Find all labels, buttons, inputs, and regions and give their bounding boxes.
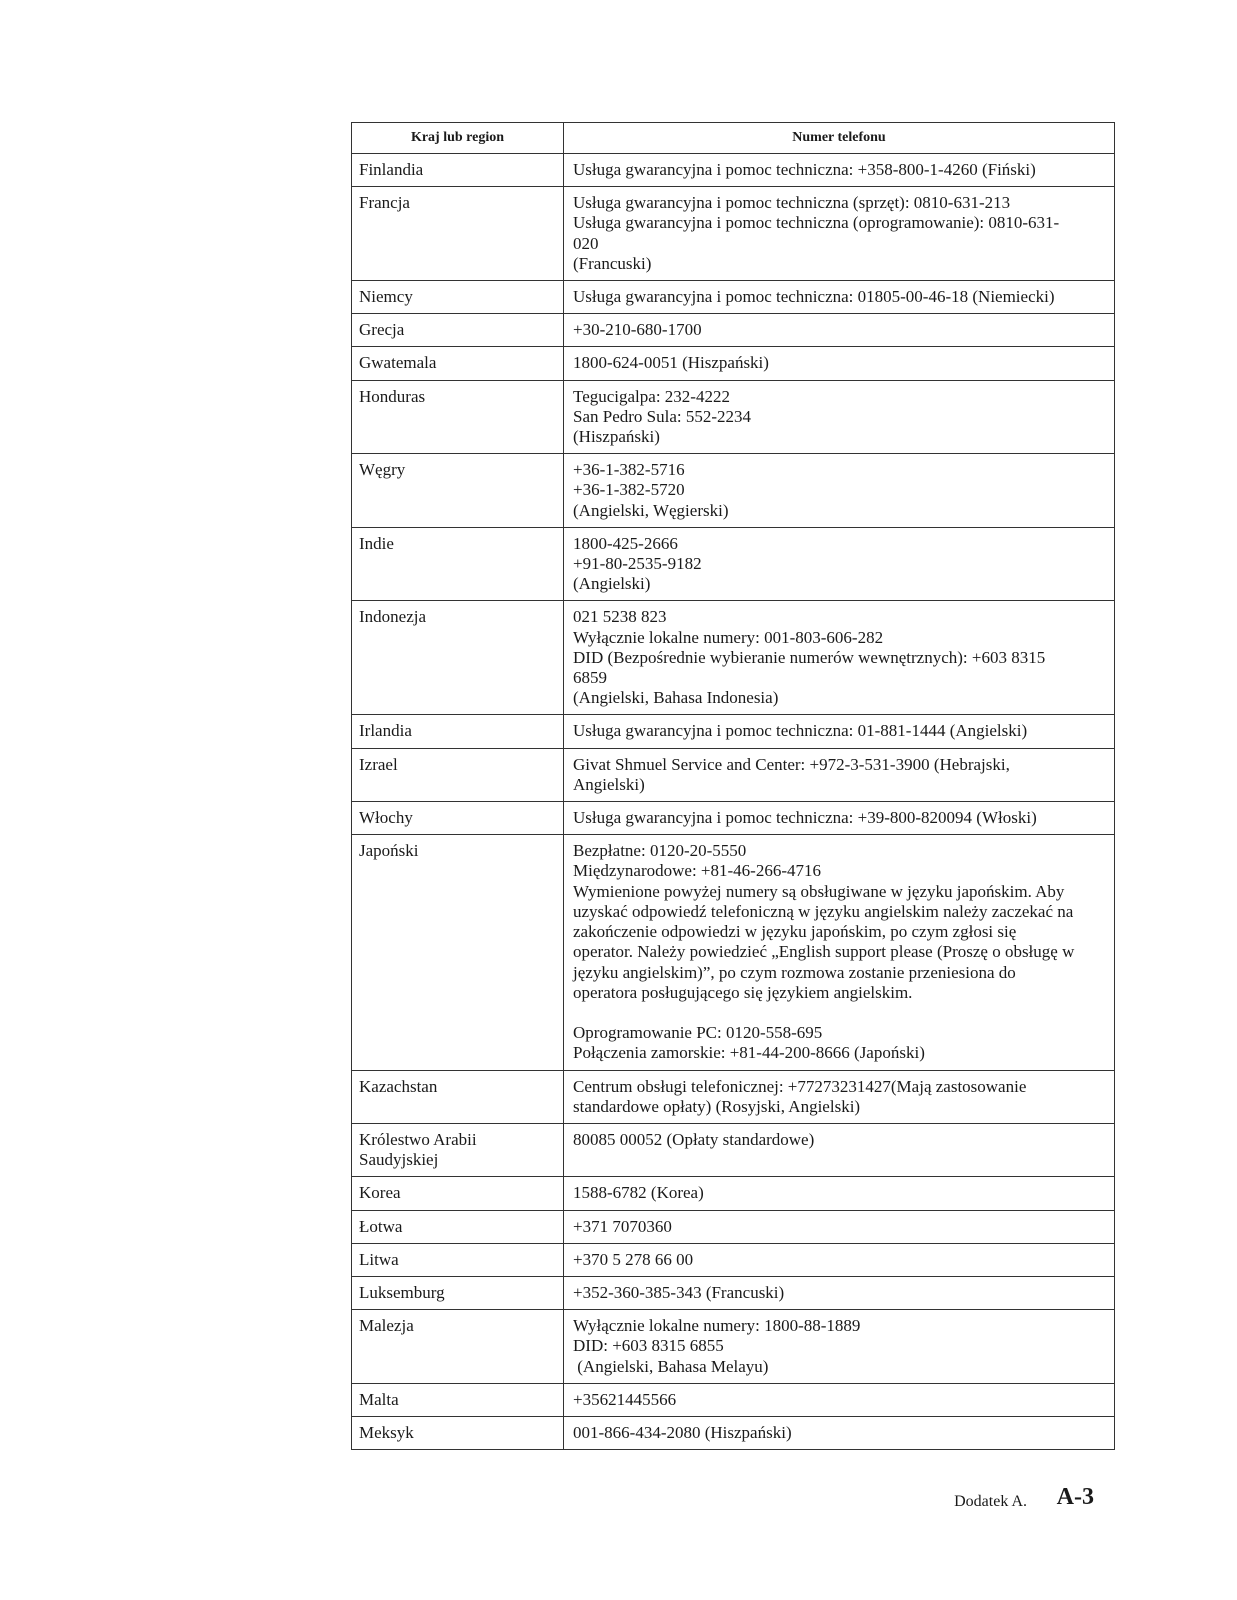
table-row xyxy=(352,1123,1115,1176)
country-cell: Włochy xyxy=(352,802,564,835)
phone-cell: Usługa gwarancyjna i pomoc techniczna: +39-800-820094 (Włoski) xyxy=(564,802,1115,835)
country-cell: Gwatemala xyxy=(352,347,564,380)
table-row xyxy=(352,601,1115,715)
phone-cell: +30-210-680-1700 xyxy=(564,314,1115,347)
phone-cell: 021 5238 823 Wyłącznie lokalne numery: 001-803-606-282 DID (Bezpośrednie wybieranie numerów wewnętrznych): +603 8315 6859 (Angielski, Bahasa Indonesia) xyxy=(564,601,1115,715)
country-cell: Niemcy xyxy=(352,281,564,314)
table-row xyxy=(352,715,1115,748)
table-row xyxy=(352,1070,1115,1123)
table-row xyxy=(352,748,1115,801)
table-row xyxy=(352,1416,1115,1449)
country-cell: Francja xyxy=(352,187,564,281)
table-row xyxy=(352,1383,1115,1416)
phone-cell: 1800-624-0051 (Hiszpański) xyxy=(564,347,1115,380)
phone-cell: 1800-425-2666 +91-80-2535-9182 (Angielski) xyxy=(564,527,1115,601)
table-row xyxy=(352,527,1115,601)
table-row xyxy=(352,1177,1115,1210)
phone-cell: +35621445566 xyxy=(564,1383,1115,1416)
phone-cell: 80085 00052 (Opłaty standardowe) xyxy=(564,1123,1115,1176)
table-row xyxy=(352,1210,1115,1243)
phone-cell: 001-866-434-2080 (Hiszpański) xyxy=(564,1416,1115,1449)
page-number: A-3 xyxy=(1056,1484,1094,1510)
phone-cell: Wyłącznie lokalne numery: 1800-88-1889 DID: +603 8315 6855 (Angielski, Bahasa Melayu) xyxy=(564,1310,1115,1384)
table-row xyxy=(352,1310,1115,1384)
country-cell: Grecja xyxy=(352,314,564,347)
country-cell: Węgry xyxy=(352,454,564,528)
country-cell: Luksemburg xyxy=(352,1276,564,1309)
country-cell: Indonezja xyxy=(352,601,564,715)
phone-cell: Usługa gwarancyjna i pomoc techniczna (sprzęt): 0810-631-213 Usługa gwarancyjna i pomoc techniczna (oprogramowanie): 0810-631- 020 (Francuski) xyxy=(564,187,1115,281)
country-cell: Japoński xyxy=(352,835,564,1070)
phone-cell: Usługa gwarancyjna i pomoc techniczna: 01-881-1444 (Angielski) xyxy=(564,715,1115,748)
country-cell: Korea xyxy=(352,1177,564,1210)
country-cell: Irlandia xyxy=(352,715,564,748)
phone-cell: 1588-6782 (Korea) xyxy=(564,1177,1115,1210)
table-body xyxy=(352,154,1115,1450)
table-row xyxy=(352,1276,1115,1309)
phone-cell: Centrum obsługi telefonicznej: +77273231427(Mają zastosowanie standardowe opłaty) (Rosyjski, Angielski) xyxy=(564,1070,1115,1123)
table-row xyxy=(352,802,1115,835)
phone-cell: +352-360-385-343 (Francuski) xyxy=(564,1276,1115,1309)
phone-cell: Tegucigalpa: 232-4222 San Pedro Sula: 552-2234 (Hiszpański) xyxy=(564,380,1115,454)
table-row xyxy=(352,154,1115,187)
country-cell: Finlandia xyxy=(352,154,564,187)
country-cell: Izrael xyxy=(352,748,564,801)
support-phone-table xyxy=(351,122,1115,1450)
appendix-label: Dodatek A. xyxy=(954,1493,1027,1510)
phone-cell: Usługa gwarancyjna i pomoc techniczna: +358-800-1-4260 (Fiński) xyxy=(564,154,1115,187)
phone-cell: +36-1-382-5716 +36-1-382-5720 (Angielski, Węgierski) xyxy=(564,454,1115,528)
country-cell: Królestwo Arabii Saudyjskiej xyxy=(352,1123,564,1176)
phone-cell: +370 5 278 66 00 xyxy=(564,1243,1115,1276)
phone-cell: +371 7070360 xyxy=(564,1210,1115,1243)
country-cell: Meksyk xyxy=(352,1416,564,1449)
table-row xyxy=(352,347,1115,380)
table-row xyxy=(352,281,1115,314)
country-cell: Litwa xyxy=(352,1243,564,1276)
country-cell: Honduras xyxy=(352,380,564,454)
country-cell: Indie xyxy=(352,527,564,601)
table-row xyxy=(352,380,1115,454)
table-header-row xyxy=(352,123,1115,154)
phone-cell: Usługa gwarancyjna i pomoc techniczna: 01805-00-46-18 (Niemiecki) xyxy=(564,281,1115,314)
phone-cell: Givat Shmuel Service and Center: +972-3-531-3900 (Hebrajski, Angielski) xyxy=(564,748,1115,801)
table-row xyxy=(352,454,1115,528)
column-header-country: Kraj lub region xyxy=(352,123,564,154)
column-header-phone: Numer telefonu xyxy=(564,123,1115,154)
table-row xyxy=(352,1243,1115,1276)
country-cell: Łotwa xyxy=(352,1210,564,1243)
country-cell: Malta xyxy=(352,1383,564,1416)
phone-cell: Bezpłatne: 0120-20-5550 Międzynarodowe: +81-46-266-4716 Wymienione powyżej numery są obsługiwane w języku japońskim. Aby uzyskać odpowiedź telefoniczną w języku angielskim należy zaczekać na zakończenie odpowiedzi w języku japońskim, po czym zgłosi się operator. Należy powiedzieć „English support please (Proszę o obsługę w języku angielskim)”, po czym rozmowa zostanie przeniesiona do operatora posługującego się językiem angielskim. Oprogramowanie PC: 0120-558-695 Połączenia zamorskie: +81-44-200-8666 (Japoński) xyxy=(564,835,1115,1070)
country-cell: Kazachstan xyxy=(352,1070,564,1123)
table-row xyxy=(352,187,1115,281)
country-cell: Malezja xyxy=(352,1310,564,1384)
table-row xyxy=(352,314,1115,347)
table-row xyxy=(352,835,1115,1070)
